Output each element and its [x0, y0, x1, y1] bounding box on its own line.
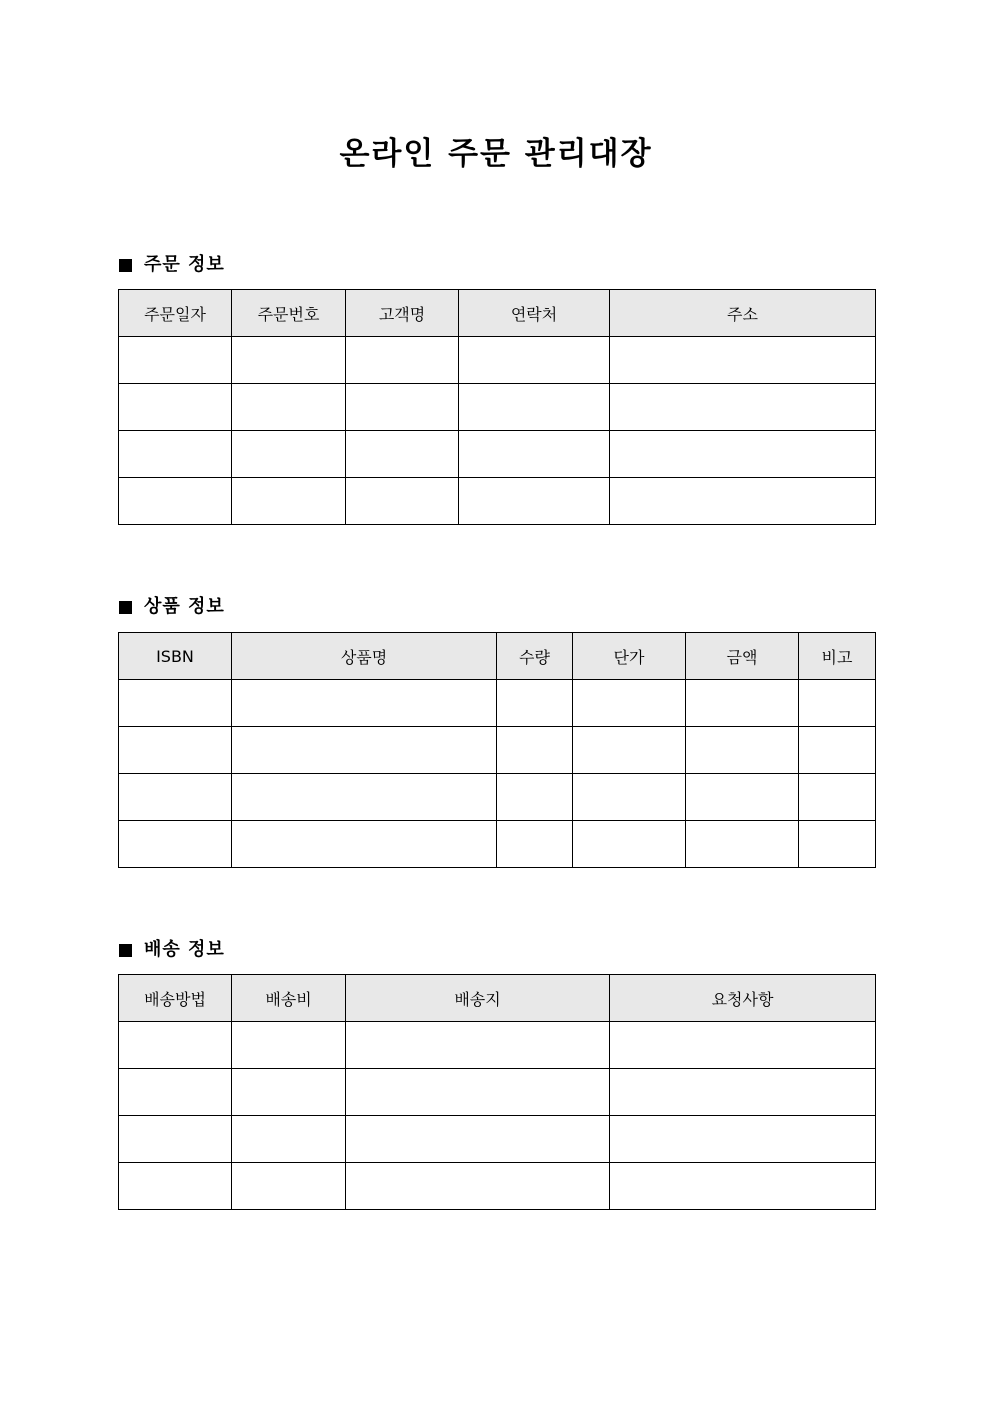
table-cell[interactable]	[573, 727, 686, 774]
table-cell[interactable]	[497, 774, 573, 821]
column-header-delivery-fee: 배송비	[232, 975, 346, 1022]
table-cell[interactable]	[232, 1022, 346, 1069]
table-cell[interactable]	[497, 680, 573, 727]
table-cell[interactable]	[610, 384, 876, 431]
table-cell[interactable]	[610, 1069, 876, 1116]
section-heading-label: 배송 정보	[144, 939, 225, 960]
table-cell[interactable]	[610, 478, 876, 525]
table-cell[interactable]	[573, 821, 686, 868]
product-info-table	[118, 632, 876, 868]
table-cell[interactable]	[686, 774, 799, 821]
table-cell[interactable]	[232, 1163, 346, 1210]
table-cell[interactable]	[497, 821, 573, 868]
table-cell[interactable]	[232, 1116, 346, 1163]
column-header-delivery-method: 배송방법	[119, 975, 232, 1022]
table-header-row	[119, 633, 876, 680]
table-cell[interactable]	[686, 821, 799, 868]
table-cell[interactable]	[346, 478, 459, 525]
table-cell[interactable]	[799, 821, 876, 868]
table-cell[interactable]	[459, 478, 610, 525]
table-header-row	[119, 975, 876, 1022]
square-bullet-icon	[119, 944, 132, 957]
table-row	[119, 774, 876, 821]
column-header-requests: 요청사항	[610, 975, 876, 1022]
table-cell[interactable]	[119, 337, 232, 384]
column-header-customer-name: 고객명	[346, 290, 459, 337]
table-row	[119, 680, 876, 727]
column-header-amount: 금액	[686, 633, 799, 680]
table-cell[interactable]	[686, 680, 799, 727]
table-cell[interactable]	[119, 1069, 232, 1116]
table-cell[interactable]	[459, 431, 610, 478]
table-cell[interactable]	[232, 431, 346, 478]
table-cell[interactable]	[459, 384, 610, 431]
table-cell[interactable]	[119, 774, 232, 821]
table-cell[interactable]	[346, 337, 459, 384]
table-cell[interactable]	[232, 821, 497, 868]
table-cell[interactable]	[610, 1116, 876, 1163]
column-header-quantity: 수량	[497, 633, 573, 680]
table-row	[119, 431, 876, 478]
delivery-info-table	[118, 974, 876, 1210]
column-header-order-date: 주문일자	[119, 290, 232, 337]
table-row	[119, 727, 876, 774]
table-cell[interactable]	[610, 431, 876, 478]
table-cell[interactable]	[799, 680, 876, 727]
table-row	[119, 1163, 876, 1210]
table-cell[interactable]	[232, 478, 346, 525]
table-row	[119, 1116, 876, 1163]
table-cell[interactable]	[232, 774, 497, 821]
table-cell[interactable]	[232, 680, 497, 727]
table-cell[interactable]	[119, 1022, 232, 1069]
table-cell[interactable]	[232, 727, 497, 774]
table-cell[interactable]	[119, 431, 232, 478]
table-cell[interactable]	[119, 1163, 232, 1210]
table-cell[interactable]	[459, 337, 610, 384]
table-header-row	[119, 290, 876, 337]
table-cell[interactable]	[573, 680, 686, 727]
section-heading-product	[119, 594, 225, 620]
table-cell[interactable]	[119, 1116, 232, 1163]
order-info-table	[118, 289, 876, 525]
table-row	[119, 384, 876, 431]
table-cell[interactable]	[119, 478, 232, 525]
table-cell[interactable]	[346, 1022, 610, 1069]
table-cell[interactable]	[346, 431, 459, 478]
column-header-unit-price: 단가	[573, 633, 686, 680]
table-cell[interactable]	[799, 774, 876, 821]
table-row	[119, 478, 876, 525]
table-row	[119, 337, 876, 384]
table-cell[interactable]	[232, 1069, 346, 1116]
table-cell[interactable]	[119, 821, 232, 868]
section-heading-delivery	[119, 937, 225, 963]
table-cell[interactable]	[497, 727, 573, 774]
table-cell[interactable]	[119, 384, 232, 431]
table-row	[119, 1022, 876, 1069]
section-heading-label: 주문 정보	[144, 254, 225, 275]
table-cell[interactable]	[346, 384, 459, 431]
table-cell[interactable]	[610, 337, 876, 384]
table-cell[interactable]	[346, 1116, 610, 1163]
column-header-delivery-address: 배송지	[346, 975, 610, 1022]
table-row	[119, 1069, 876, 1116]
square-bullet-icon	[119, 601, 132, 614]
section-heading-order	[119, 252, 225, 278]
column-header-order-number: 주문번호	[232, 290, 346, 337]
table-cell[interactable]	[346, 1069, 610, 1116]
table-cell[interactable]	[232, 384, 346, 431]
column-header-product-name: 상품명	[232, 633, 497, 680]
table-cell[interactable]	[119, 727, 232, 774]
section-heading-label: 상품 정보	[144, 596, 225, 617]
column-header-contact: 연락처	[459, 290, 610, 337]
table-cell[interactable]	[119, 680, 232, 727]
square-bullet-icon	[119, 259, 132, 272]
table-cell[interactable]	[346, 1163, 610, 1210]
page-title: 온라인 주문 관리대장	[339, 136, 653, 172]
table-row	[119, 821, 876, 868]
column-header-isbn: ISBN	[119, 633, 232, 680]
table-cell[interactable]	[610, 1022, 876, 1069]
table-cell[interactable]	[686, 727, 799, 774]
table-cell[interactable]	[610, 1163, 876, 1210]
table-cell[interactable]	[573, 774, 686, 821]
table-cell[interactable]	[232, 337, 346, 384]
column-header-remarks: 비고	[799, 633, 876, 680]
table-cell[interactable]	[799, 727, 876, 774]
column-header-address: 주소	[610, 290, 876, 337]
